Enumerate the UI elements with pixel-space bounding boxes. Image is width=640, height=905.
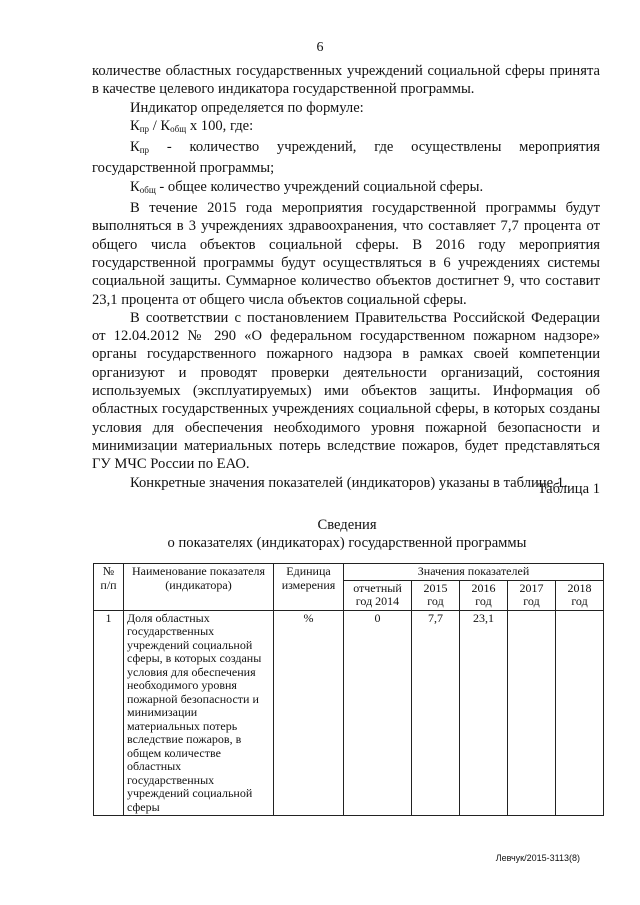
paragraph-fire-supervision: В соответствии с постановлением Правительства Российской Федерации от 12.04.2012 № 290 «О федеральном государственном пожарном надзоре» органы государственного пожарного надзора в рамках своей компетенции организуют и проводят проверки деятельности организаций, состояния используемых (эксплуатируемых) ими объектов защиты. Информация об областных государственных учреждениях социальной сферы, в которых созданы условия для обеспечения необходимого уровня пожарной безопасности и минимизации материальных потерь вследствие пожаров, будет представляться ГУ МЧС России по ЕАО. [92,309,600,473]
table-row [94,610,604,816]
table-heading [92,516,602,552]
table-heading-line1: Сведения [317,517,377,533]
cell-num: 1 [94,610,124,816]
paragraph-2015-2016: В течение 2015 года мероприятия государственной программы будут выполняться в 3 учреждениях здравоохранения, что составляет 7,7 процента от общего числа объектов социальной сферы. В 2016 году мероприятия государственной программы будут осуществляться в 6 учреждениях системы социальной защиты. Суммарное количество объектов достигнет 9, что составит 23,1 процента от общего числа объектов социальной сферы. [92,200,600,308]
header-2018: 2018 год [556,580,604,610]
header-2015: 2015 год [412,580,460,610]
formula-slash: / [149,117,161,134]
formula-k1-sub: пр [139,123,150,134]
cell-2015: 7,7 [412,610,460,816]
header-2017: 2017 год [508,580,556,610]
page-number: 6 [316,40,324,55]
def-kpr-text: - количество учреждений, где осуществлены мероприятия государственной программы; [92,139,600,177]
header-name: Наименование показателя (индикатора) [124,564,274,611]
cell-unit: % [274,610,344,816]
table-label: Таблица 1 [537,481,600,497]
cell-name: Доля областных государственных учреждений социальной сферы, в которых созданы условия для обеспечения необходимого уровня пожарной безопасности и минимизации материальных потерь вследствие пожаров, в общем количестве областных государственных учреждений социальной сферы [124,610,274,816]
header-unit: Единица измерения [274,564,344,611]
def-kobsh-sub: общ [139,184,156,195]
body-text [92,62,600,492]
cell-2018 [556,610,604,816]
paragraph-table-reference: Конкретные значения показателей (индикаторов) указаны в таблице 1. [130,474,568,491]
definition-kobsh [92,178,600,199]
def-kobsh-symbol: К [130,178,140,195]
definition-kpr [92,138,600,178]
formula-tail: х 100, где: [186,117,254,134]
def-kpr-symbol: К [130,139,140,156]
formula [92,117,600,138]
header-num: № п/п [94,564,124,611]
indicators-table [93,563,604,816]
formula-k2: К [160,117,171,134]
paragraph-1: количестве областных государственных учреждений социальной сферы принята в качестве целевого индикатора государственной программы. [92,63,600,98]
cell-2016: 23,1 [460,610,508,816]
cell-2017 [508,610,556,816]
table-heading-line2: о показателях (индикаторах) государственной программы [167,535,527,551]
formula-k2-sub: общ [170,123,187,134]
def-kpr-sub: пр [139,145,150,156]
header-2014: отчетный год 2014 [344,580,412,610]
formula-k1: К [130,117,140,134]
table-header-row [94,564,604,581]
footer-code: Левчук/2015-3113(8) [495,853,580,863]
cell-2014: 0 [344,610,412,816]
header-values: Значения показателей [344,564,604,581]
header-2016: 2016 год [460,580,508,610]
def-kobsh-text: - общее количество учреждений социальной сферы. [155,178,484,195]
paragraph-formula-intro: Индикатор определяется по формуле: [130,99,364,116]
